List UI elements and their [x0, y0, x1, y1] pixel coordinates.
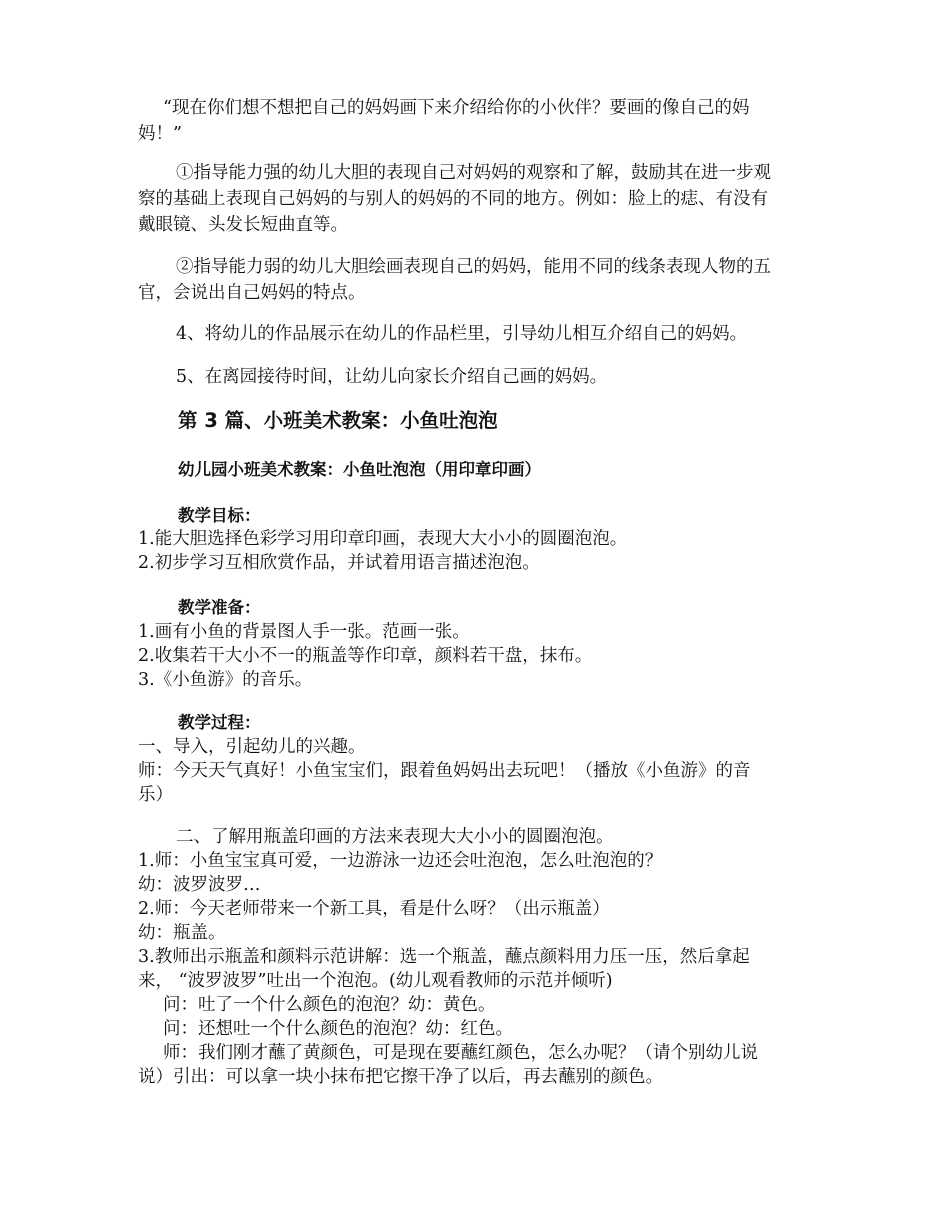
goal-1: 1.能大胆选择色彩学习用印章印画，表现大大小小的圆圈泡泡。 [138, 529, 628, 549]
subtitle: 幼儿园小班美术教案：小鱼吐泡泡（用印章印画） [178, 460, 541, 479]
process-heading: 教学过程： [178, 713, 261, 732]
process-q1: 1.师：小鱼宝宝真可爱，一边游泳一边还会吐泡泡，怎么吐泡泡的？ [138, 851, 663, 871]
guide-strong-line-3: 戴眼镜、头发长短曲直等。 [138, 215, 348, 235]
step-5: 5、在离园接待时间，让幼儿向家长介绍自己画的妈妈。 [176, 367, 608, 387]
process-demo-2: 来， “波罗波罗”吐出一个泡泡。(幼儿观看教师的示范并倾听) [138, 971, 613, 991]
process-a1: 幼：波罗波罗… [138, 875, 261, 895]
process-teacher-1a: 师：今天天气真好！小鱼宝宝们，跟着鱼妈妈出去玩吧！（播放《小鱼游》的音 [138, 761, 751, 781]
process-a2: 幼：瓶盖。 [138, 923, 226, 943]
guide-weak-line-2: 官，会说出自己妈妈的特点。 [138, 283, 366, 303]
guide-strong-line-1: ①指导能力强的幼儿大胆的表现自己对妈妈的观察和了解，鼓励其在进一步观 [176, 163, 771, 183]
prep-heading: 教学准备： [178, 598, 261, 617]
process-q2: 2.师：今天老师带来一个新工具，看是什么呀？（出示瓶盖） [138, 899, 610, 919]
section-title: 第 3 篇、小班美术教案：小鱼吐泡泡 [178, 409, 498, 432]
goals-heading: 教学目标： [178, 506, 261, 525]
prep-1: 1.画有小鱼的背景图人手一张。范画一张。 [138, 622, 470, 642]
guide-strong-line-2: 察的基础上表现自己妈妈的与别人的妈妈的不同的地方。例如：脸上的痣、有没有 [138, 189, 768, 209]
process-ask-1: 问：吐了一个什么颜色的泡泡？幼：黄色。 [163, 995, 496, 1015]
guide-weak-line-1: ②指导能力弱的幼儿大胆绘画表现自己的妈妈，能用不同的线条表现人物的五 [176, 257, 771, 277]
process-part-2: 二、了解用瓶盖印画的方法来表现大大小小的圆圈泡泡。 [176, 827, 614, 847]
process-intro: 一、导入，引起幼儿的兴趣。 [138, 737, 366, 757]
process-ask-2: 问：还想吐一个什么颜色的泡泡？幼：红色。 [163, 1019, 513, 1039]
intro-quote-line-2: 妈！” [138, 124, 182, 144]
prep-3: 3.《小鱼游》的音乐。 [138, 670, 313, 690]
prep-2: 2.收集若干大小不一的瓶盖等作印章，颜料若干盘，抹布。 [138, 646, 593, 666]
process-teacher-2b: 说）引出：可以拿一块小抹布把它擦干净了以后，再去蘸别的颜色。 [138, 1067, 663, 1087]
process-teacher-1b: 乐） [138, 785, 173, 805]
process-demo-1: 3.教师出示瓶盖和颜料示范讲解：选一个瓶盖，蘸点颜料用力压一压，然后拿起 [138, 947, 750, 967]
goal-2: 2.初步学习互相欣赏作品，并试着用语言描述泡泡。 [138, 553, 540, 573]
intro-quote-line-1: “现在你们想不想把自己的妈妈画下来介绍给你的小伙伴？要画的像自己的妈 [163, 98, 750, 118]
process-teacher-2a: 师：我们刚才蘸了黄颜色，可是现在要蘸红颜色，怎么办呢？（请个别幼儿说 [163, 1043, 758, 1063]
step-4: 4、将幼儿的作品展示在幼儿的作品栏里，引导幼儿相互介绍自己的妈妈。 [176, 324, 748, 344]
